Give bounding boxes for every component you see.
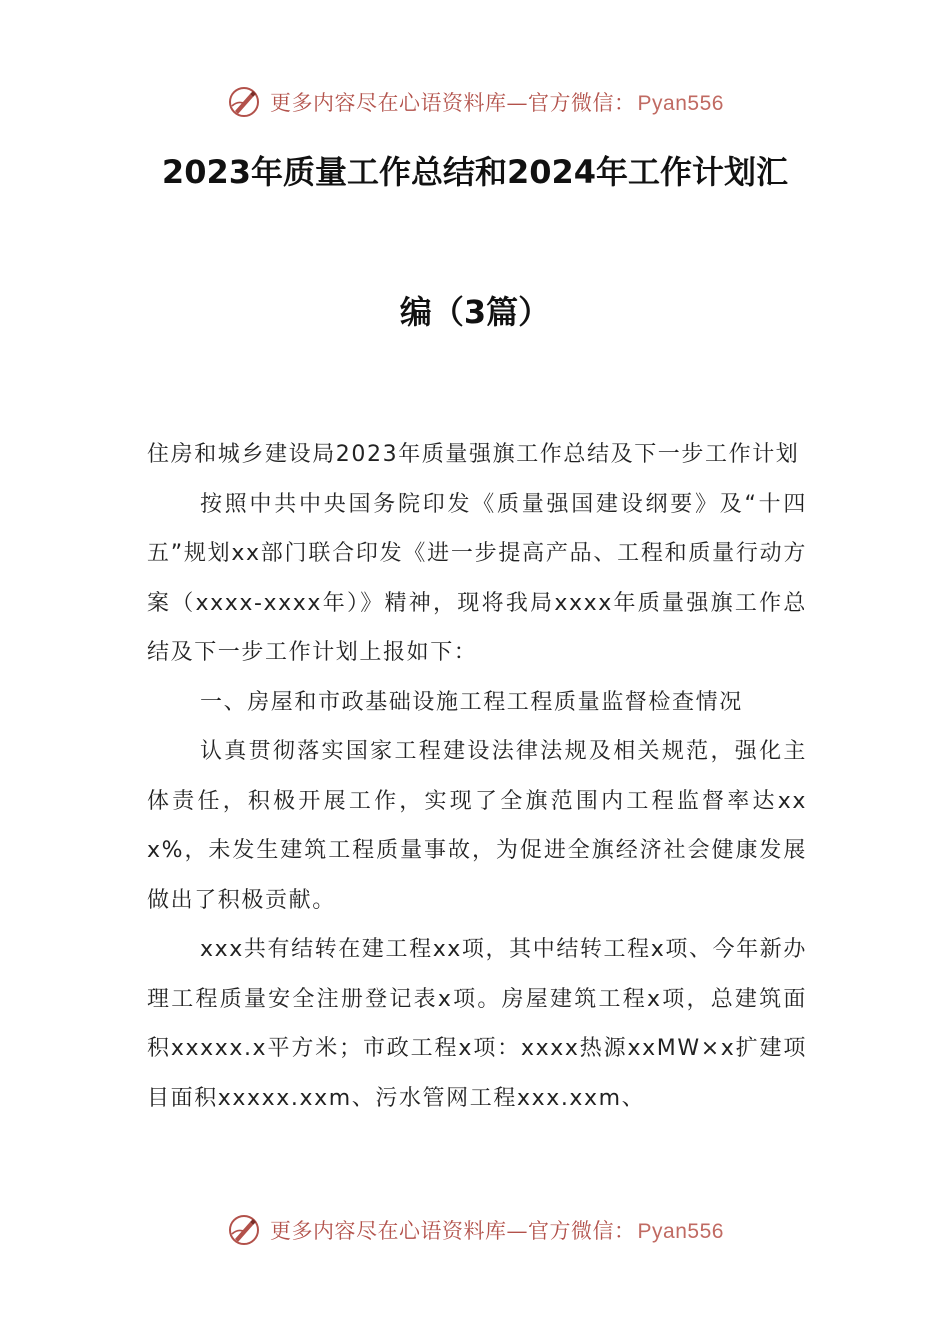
watermark-label: 更多内容尽在心语资料库—官方微信： bbox=[270, 1219, 636, 1243]
paragraph-intro: 按照中共中央国务院印发《质量强国建设纲要》及“十四五”规划xx部门联合印发《进一步提高产品、工程和质量行动方案（xxxx-xxxx年）》精神，现将我局xxxx年质量强旗工作总结及下一步工作计划上报如下： bbox=[147, 491, 807, 665]
section-title: 住房和城乡建设局2023年质量强旗工作总结及下一步工作计划 bbox=[147, 442, 800, 467]
watermark-header bbox=[0, 80, 950, 124]
pen-seal-logo-icon bbox=[226, 84, 262, 120]
watermark-text bbox=[270, 87, 724, 117]
watermark-wechat-id: Pyan556 bbox=[637, 92, 724, 115]
watermark-label: 更多内容尽在心语资料库—官方微信： bbox=[270, 91, 636, 115]
document-title-line-1: 2023年质量工作总结和2024年工作计划汇 bbox=[161, 153, 789, 191]
paragraph-projects: xxx共有结转在建工程xx项，其中结转工程x项、今年新办理工程质量安全注册登记表x项。房屋建筑工程x项，总建筑面积xxxxx.x平方米；市政工程x项：xxxx热源xxMW×x扩建项目面积xxxxx.xxm、污水管网工程xxx.xxm、 bbox=[147, 937, 807, 1111]
paragraph-summary: 认真贯彻落实国家工程建设法律法规及相关规范，强化主体责任，积极开展工作，实现了全旗范围内工程监督率达xxx%，未发生建筑工程质量事故，为促进全旗经济社会健康发展做出了积极贡献。 bbox=[147, 739, 807, 913]
pen-seal-logo-icon bbox=[226, 1212, 262, 1248]
watermark-footer bbox=[0, 1208, 950, 1252]
watermark-text bbox=[270, 1215, 724, 1245]
watermark-wechat-id: Pyan556 bbox=[637, 1220, 724, 1243]
section-heading: 一、房屋和市政基础设施工程工程质量监督检查情况 bbox=[200, 689, 743, 715]
document-body bbox=[147, 430, 807, 1123]
document-title-line-2: 编（3篇） bbox=[399, 293, 551, 331]
